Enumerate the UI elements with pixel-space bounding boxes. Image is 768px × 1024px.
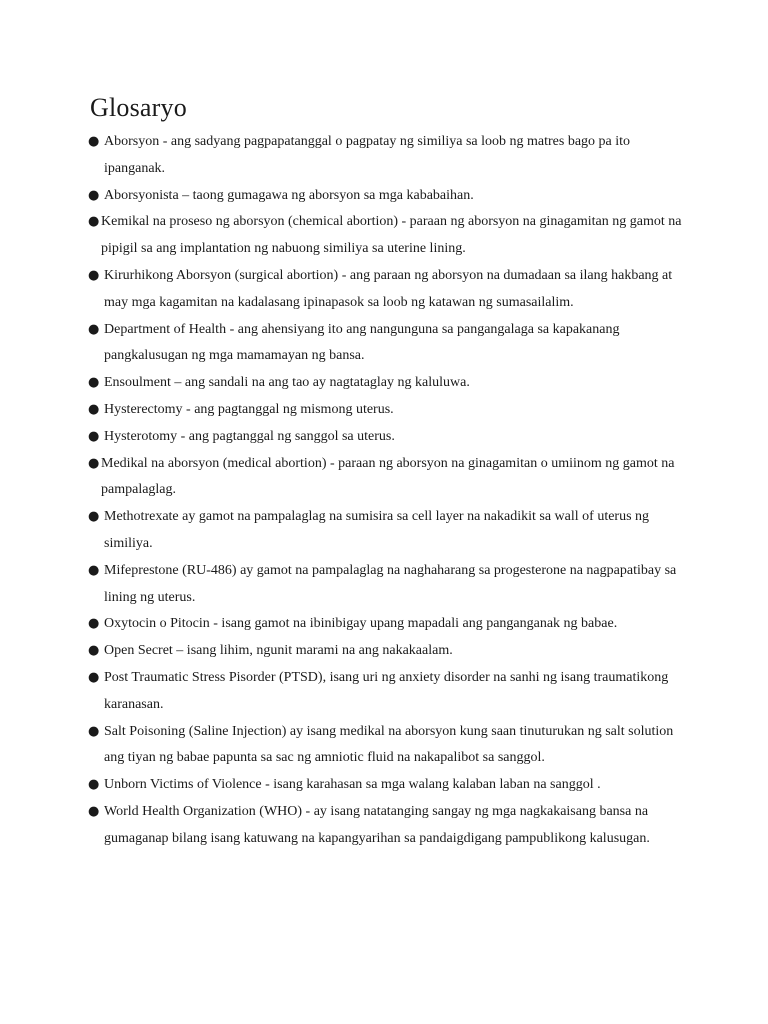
bullet-icon: ●	[88, 669, 100, 685]
glossary-entry-text: Hysterectomy - ang pagtanggal ng mismong uterus.	[104, 401, 394, 417]
glossary-entry	[88, 370, 688, 397]
glossary-entry	[88, 772, 688, 799]
glossary-entry-text: Post Traumatic Stress Pisorder (PTSD), isang uri ng anxiety disorder na sanhi ng isang traumatikong karanasan.	[104, 669, 669, 712]
glossary-entry-text: Kemikal na proseso ng aborsyon (chemical abortion) - paraan ng aborsyon na ginagamitan ng gamot na pipigil sa ang implantation ng nabuong similiya sa uterine lining.	[101, 214, 682, 257]
bullet-icon: ●	[88, 803, 100, 819]
glossary-entry-text: Salt Poisoning (Saline Injection) ay isang medikal na aborsyon kung saan tinuturukan ng salt solution ang tiyan ng babae papunta sa sac ng amniotic fluid na nakapalibot sa sanggol.	[104, 723, 674, 766]
glossary-entry	[88, 504, 688, 558]
bullet-icon: ●	[88, 562, 100, 578]
bullet-icon: ●	[88, 187, 100, 203]
glossary-entry-text: Department of Health - ang ahensiyang ito ang nangunguna sa pangangalaga sa kapakanang pangkalusugan ng mga mamamayan ng bansa.	[104, 321, 620, 364]
glossary-entry-text: Kirurhikong Aborsyon (surgical abortion) - ang paraan ng aborsyon na dumadaan sa ilang hakbang at may mga kagamitan na kadalasang ipinapasok sa loob ng katawan ng sumasailalim.	[104, 267, 673, 310]
glossary-entry	[88, 799, 688, 853]
bullet-icon: ●	[88, 134, 100, 149]
glossary-entry	[88, 209, 688, 263]
glossary-entry	[88, 451, 688, 505]
glossary-entry-text: Unborn Victims of Violence - isang karahasan sa mga walang kalaban laban na sanggol .	[104, 777, 601, 793]
glossary-list	[88, 129, 688, 853]
glossary-entry-text: Methotrexate ay gamot na pampalaglag na sumisira sa cell layer na nakadikit sa wall of uterus ng similiya.	[104, 509, 650, 551]
glossary-entry-text: Medikal na aborsyon (medical abortion) - paraan ng aborsyon na ginagamitan o umiinom ng gamot na pampalaglag.	[101, 455, 675, 498]
glossary-entry-text: Open Secret – isang lihim, ngunit marami na ang nakakaalam.	[104, 643, 453, 659]
bullet-icon: ●	[88, 643, 100, 659]
bullet-icon: ●	[88, 401, 100, 417]
bullet-icon: ●	[88, 267, 100, 283]
glossary-entry-text: Aborsyonista – taong gumagawa ng aborsyon sa mga kababaihan.	[104, 187, 474, 203]
glossary-entry	[88, 424, 688, 451]
bullet-icon: ●	[88, 723, 100, 739]
glossary-entry	[88, 719, 688, 773]
bullet-icon: ●	[88, 777, 100, 793]
page-title: Glosaryo	[90, 93, 187, 122]
glossary-entry-text: Oxytocin o Pitocin - isang gamot na ibinibigay upang mapadali ang panganganak ng babae.	[104, 616, 618, 632]
glossary-entry	[88, 638, 688, 665]
glossary-entry	[88, 558, 688, 612]
glossary-entry-text: Aborsyon - ang sadyang pagpapatanggal o pagpatay ng similiya sa loob ng matres bago pa ito ipanganak.	[104, 134, 631, 176]
glossary-entry	[88, 129, 688, 183]
glossary-entry	[88, 183, 688, 210]
bullet-icon: ●	[88, 428, 100, 444]
glossary-entry-text: Ensoulment – ang sandali na ang tao ay nagtataglay ng kaluluwa.	[104, 375, 470, 391]
bullet-icon: ●	[88, 321, 100, 337]
glossary-entry-text: Hysterotomy - ang pagtanggal ng sanggol sa uterus.	[104, 428, 395, 444]
glossary-entry-text: World Health Organization (WHO) - ay isang natatanging sangay ng mga nagkakaisang bansa na gumaganap bilang isang katuwang na kapangyarihan sa pandaigdigang pampublikong kalusugan.	[104, 803, 650, 846]
glossary-entry-text: Mifeprestone (RU-486) ay gamot na pampalaglag na naghaharang sa progesterone na nagpapatibay sa lining ng uterus.	[104, 562, 677, 605]
glossary-entry	[88, 317, 688, 371]
bullet-icon: ●	[88, 616, 100, 632]
bullet-icon: ●	[88, 214, 100, 230]
glossary-entry	[88, 263, 688, 317]
bullet-icon: ●	[88, 455, 100, 471]
glossary-entry	[88, 397, 688, 424]
glossary-entry	[88, 665, 688, 719]
bullet-icon: ●	[88, 375, 100, 391]
bullet-icon: ●	[88, 509, 100, 525]
glossary-entry	[88, 611, 688, 638]
